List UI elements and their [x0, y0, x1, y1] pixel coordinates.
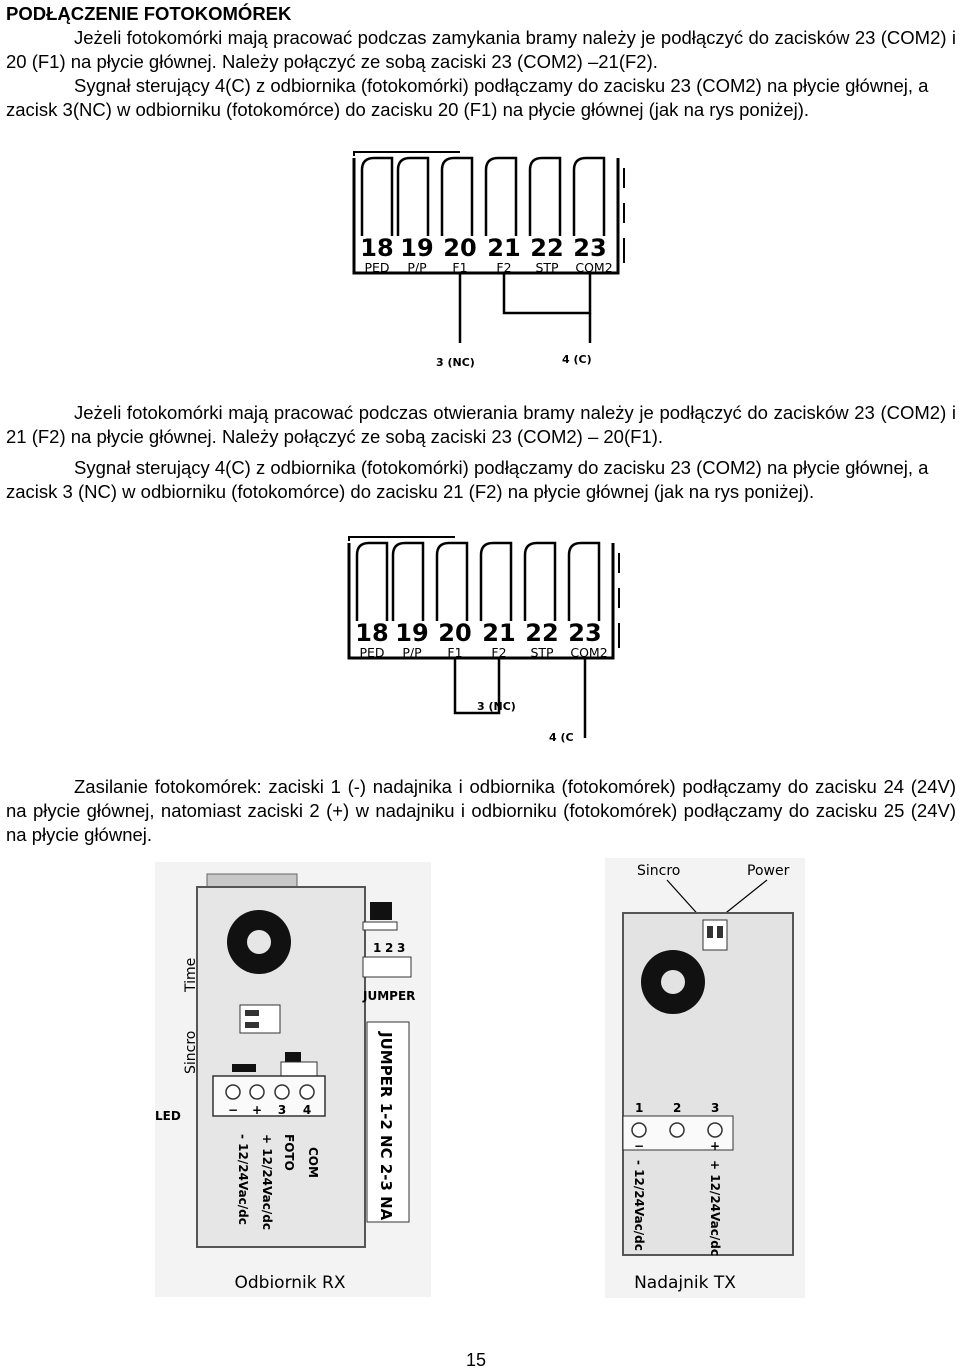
- rx-terminal-num: 3: [277, 1103, 287, 1117]
- tx-terminal-sign: −: [633, 1139, 645, 1153]
- terminal-number: 23: [573, 234, 607, 262]
- wire-label-c: 4 (C: [549, 731, 574, 744]
- opening-paragraph-2: Sygnał sterujący 4(C) z odbiornika (fotokomórki) podłączamy do zacisku 23 (COM2) na płycie głównej, a zacisk 3 (NC) w odbiorniku (fotokomórce) do zacisku 21 (F2) na płycie głównej (jak na rys poniżej).: [6, 457, 929, 502]
- receiver-caption: Odbiornik RX: [234, 1273, 346, 1293]
- tx-terminal-num: 1: [635, 1101, 644, 1115]
- terminal-label: PED: [359, 645, 385, 660]
- wire-bridge: [504, 274, 590, 313]
- jumper-num: 3: [397, 941, 406, 955]
- tx-dip-switch[interactable]: [703, 920, 727, 950]
- tx-wire-label: + 12/24Vac/dc: [708, 1160, 722, 1256]
- terminal-number: 19: [400, 234, 434, 262]
- tx-wire-label: - 12/24Vac/dc: [632, 1160, 646, 1251]
- closing-wiring-diagram: [340, 148, 640, 373]
- page-number: 15: [466, 1350, 487, 1370]
- jumper-num: 1: [373, 941, 382, 955]
- terminal-label: F2: [496, 260, 512, 275]
- terminal-number: 22: [530, 234, 564, 262]
- terminal-labels: [355, 619, 607, 660]
- terminal-number: 19: [395, 619, 429, 647]
- terminal-label: COM2: [570, 645, 608, 660]
- terminal-label: F2: [491, 645, 507, 660]
- terminal-number: 18: [360, 234, 394, 262]
- terminal-number: 21: [487, 234, 521, 262]
- transmitter-caption: Nadajnik TX: [634, 1273, 736, 1293]
- jumper-setting-text: JUMPER 1-2 NC 2-3 NA: [377, 1032, 395, 1221]
- rx-wire-label: + 12/24Vac/dc: [260, 1134, 274, 1230]
- wire-label-nc: 3 (NC): [477, 700, 516, 713]
- rx-wire-label: - 12/24Vac/dc: [236, 1134, 250, 1225]
- sincro-label: Sincro: [183, 1030, 199, 1074]
- terminal-labels: [360, 234, 612, 275]
- rx-wire-label: COM: [306, 1147, 320, 1178]
- terminal-number: 20: [438, 619, 472, 647]
- power-label: Power: [747, 863, 790, 879]
- terminal-label: P/P: [407, 260, 427, 275]
- terminal-number: 21: [482, 619, 516, 647]
- terminal-number: 20: [443, 234, 477, 262]
- terminal-label: PED: [364, 260, 390, 275]
- power-paragraph: Zasilanie fotokomórek: zaciski 1 (-) nadajnika i odbiornika (fotokomórek) podłączamy do zacisku 24 (24V) na płycie głównej, natomiast zaciski 2 (+) w nadajniku i odbiorniku (fotokomórek) podłączamy do zacisku 25 (24V) na płycie głównej.: [6, 776, 956, 845]
- tx-terminal-num: 2: [673, 1101, 682, 1115]
- transmitter-tx-figure: [605, 858, 805, 1298]
- terminal-number: 18: [355, 619, 389, 647]
- wire-label-nc: 3 (NC): [436, 356, 475, 369]
- opening-wiring-diagram: [335, 533, 635, 753]
- receiver-rx-figure: [155, 862, 431, 1297]
- wire-label-c: 4 (C): [562, 353, 592, 366]
- terminal-label: STP: [530, 645, 554, 660]
- terminal-label: F1: [452, 260, 468, 275]
- terminal-label: STP: [535, 260, 559, 275]
- terminal-number: 22: [525, 619, 559, 647]
- led-label: LED: [155, 1109, 181, 1123]
- section-title: PODŁĄCZENIE FOTOKOMÓREK: [6, 3, 292, 24]
- closing-paragraph-1: Jeżeli fotokomórki mają pracować podczas zamykania bramy należy je podłączyć do zacisków 23 (COM2) i 20 (F1) na płycie głównej. Należy połączyć ze sobą zaciski 23 (COM2) –21(F2).: [6, 27, 956, 72]
- rx-terminal-num: 4: [302, 1103, 312, 1117]
- terminal-number: 23: [568, 619, 602, 647]
- time-label: Time: [183, 957, 199, 992]
- terminal-label: COM2: [575, 260, 613, 275]
- jumper-pins[interactable]: [363, 957, 411, 977]
- terminal-label: P/P: [402, 645, 422, 660]
- opening-paragraph-1: Jeżeli fotokomórki mają pracować podczas otwierania bramy należy je podłączyć do zacisków 23 (COM2) i 21 (F2) na płycie głównej. Należy połączyć ze sobą zaciski 23 (COM2) – 20(F1).: [6, 402, 956, 447]
- rx-wire-label: FOTO: [282, 1134, 296, 1171]
- rx-terminal-sign: −: [227, 1103, 239, 1117]
- jumper-label: JUMPER: [363, 989, 416, 1003]
- tx-terminal-num: 3: [711, 1101, 720, 1115]
- sincro-label: Sincro: [637, 863, 681, 879]
- terminal-label: F1: [447, 645, 463, 660]
- rx-terminal-sign: +: [251, 1103, 263, 1117]
- tx-terminal-sign: +: [709, 1139, 721, 1153]
- jumper-num: 2: [385, 941, 394, 955]
- closing-paragraph-2: Sygnał sterujący 4(C) z odbiornika (fotokomórki) podłączamy do zacisku 23 (COM2) na płycie głównej, a zacisk 3(NC) w odbiorniku (fotokomórce) do zacisku 20 (F1) na płycie głównej (jak na rys poniżej).: [6, 75, 929, 120]
- time-dip-switch[interactable]: [240, 1005, 280, 1033]
